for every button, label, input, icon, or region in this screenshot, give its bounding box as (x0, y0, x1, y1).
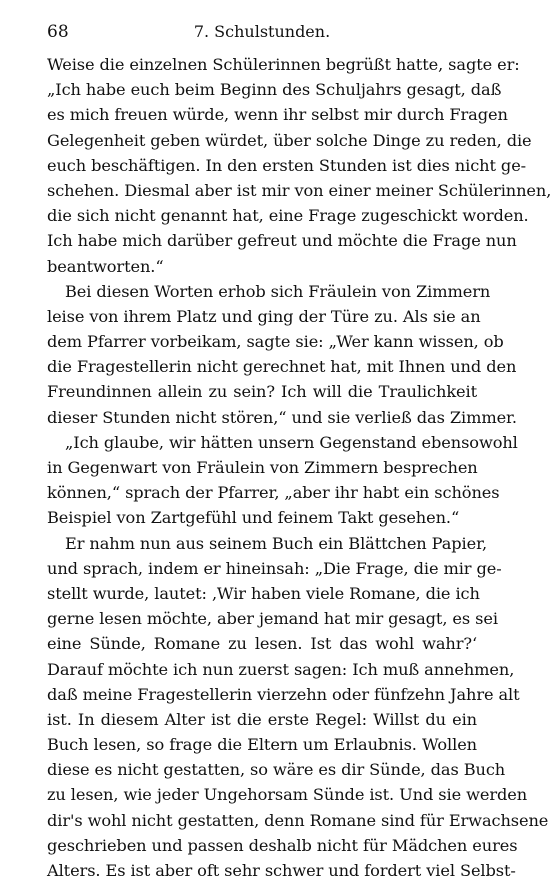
text-line: zu lesen, wie jeder Ungehorsam Sünde ist. Und sie werden (47, 785, 528, 805)
text-line: gerne lesen möchte, aber jemand hat mir gesagt, es sei (47, 609, 498, 629)
page-number: 68 (47, 22, 69, 42)
text-line: Beispiel von Zartgefühl und feinem Takt gesehen.“ (47, 508, 460, 528)
text-line: Buch lesen, so frage die Eltern um Erlaubnis. Wollen (47, 735, 477, 755)
text-line: Ich habe mich darüber gefreut und möchte die Frage nun (47, 231, 517, 251)
text-line: stellt wurde, lautet: ‚Wir haben viele Romane, die ich (47, 583, 480, 603)
text-line: in Gegenwart von Fräulein von Zimmern besprechen (47, 458, 478, 477)
text-line: Weise die einzelnen Schülerinnen begrüßt hatte, sagte er: (47, 55, 520, 74)
text-line: leise von ihrem Platz und ging der Türe zu. Als sie an (47, 306, 481, 326)
body-text (47, 52, 551, 883)
text-line: beantworten.“ (47, 256, 164, 276)
text-line: die Fragestellerin nicht gerechnet hat, mit Ihnen und den (47, 357, 517, 377)
text-line: „Ich habe euch beim Beginn des Schuljahrs gesagt, daß (47, 80, 502, 100)
text-line: dir's wohl nicht gestatten, denn Romane sind für Erwachsene (47, 810, 549, 830)
text-line: Freundinnen allein zu sein? Ich will die Traulichkeit (47, 382, 477, 402)
text-line: dem Pfarrer vorbeikam, sagte sie: „Wer kann wissen, ob (47, 332, 504, 352)
text-line: diese es nicht gestatten, so wäre es dir Sünde, das Buch (47, 760, 506, 780)
text-line: können,“ sprach der Pfarrer, „aber ihr habt ein schönes (47, 483, 500, 503)
text-line: die sich nicht genannt hat, eine Frage zugeschickt worden. (47, 206, 529, 226)
text-line: geschrieben und passen deshalb nicht für Mädchen eures (47, 835, 518, 855)
text-line: Alters. Es ist aber oft sehr schwer und fordert viel Selbst- (47, 861, 516, 880)
text-line: Bei diesen Worten erhob sich Fräulein von Zimmern (65, 281, 491, 301)
text-line: ist. In diesem Alter ist die erste Regel: Willst du ein (47, 709, 477, 729)
text-line: Darauf möchte ich nun zuerst sagen: Ich muß annehmen, (47, 659, 515, 679)
text-line: Er nahm nun aus seinem Buch ein Blättchen Papier, (65, 533, 488, 553)
text-line: dieser Stunden nicht stören,“ und sie verließ das Zimmer. (47, 407, 517, 427)
text-line: Gelegenheit geben würdet, über solche Dinge zu reden, die (47, 130, 532, 150)
text-line: eine Sünde, Romane zu lesen. Ist das wohl wahr?‘ (47, 634, 477, 654)
text-line: schehen. Diesmal aber ist mir von einer meiner Schülerinnen, (47, 180, 551, 200)
text-line: es mich freuen würde, wenn ihr selbst mir durch Fragen (47, 105, 508, 125)
running-head (47, 20, 477, 44)
text-line: und sprach, indem er hineinsah: „Die Frage, die mir ge- (47, 558, 502, 578)
text-line: daß meine Fragestellerin vierzehn oder fünfzehn Jahre alt (47, 684, 520, 704)
running-title: 7. Schulstunden. (193, 22, 331, 41)
text-line: „Ich glaube, wir hätten unsern Gegenstand ebensowohl (65, 432, 518, 452)
text-line: euch beschäftigen. In den ersten Stunden ist dies nicht ge- (47, 155, 527, 175)
